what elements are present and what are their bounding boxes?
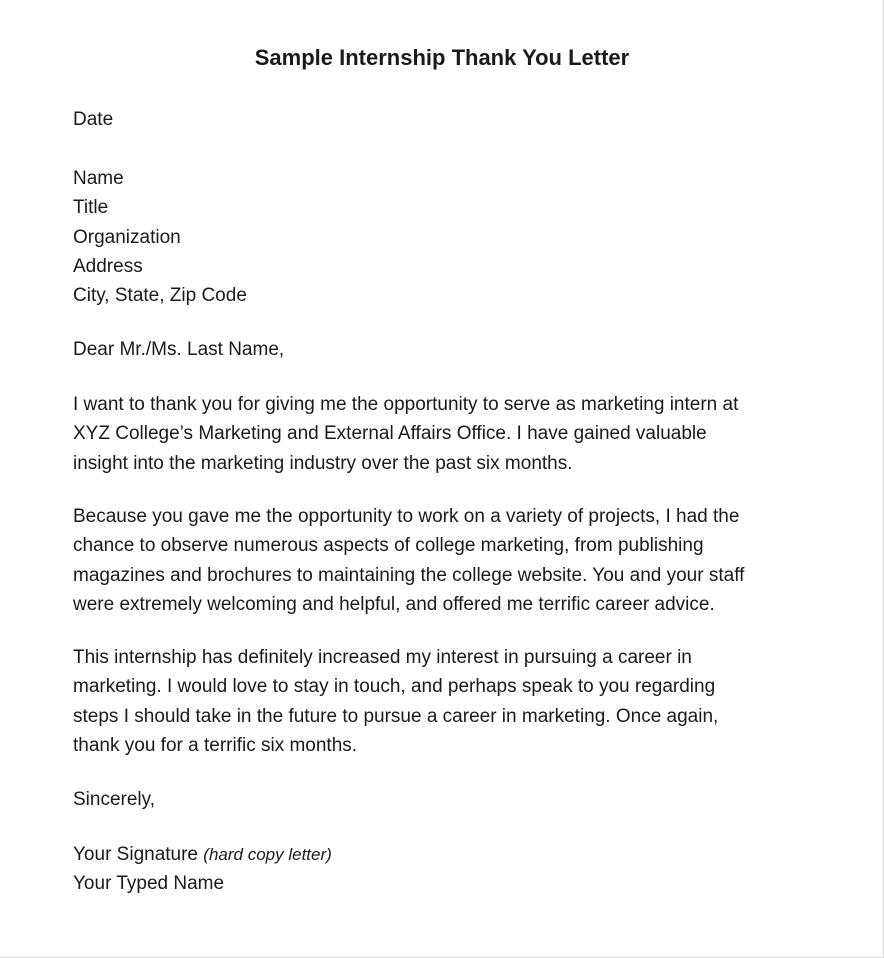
paragraph-line: steps I should take in the future to pursue a career in marketing. Once again, [73, 705, 719, 727]
recipient-organization: Organization [73, 226, 181, 248]
recipient-title: Title [73, 197, 109, 219]
recipient-city-state-zip: City, State, Zip Code [73, 285, 247, 307]
paragraph-line: marketing. I would love to stay in touch, and perhaps speak to you regarding [73, 676, 716, 698]
signature-block [73, 840, 833, 899]
signature-label: Your Signature [73, 844, 199, 865]
paragraph-line: Because you gave me the opportunity to work on a variety of projects, I had the [73, 506, 740, 527]
paragraph-line: were extremely welcoming and helpful, and offered me terrific career advice. [73, 593, 715, 615]
paragraph-line: I want to thank you for giving me the opportunity to serve as marketing intern at [73, 394, 739, 415]
recipient-address-block [73, 164, 833, 310]
signature-note: (hard copy letter) [203, 845, 332, 864]
document-title: Sample Internship Thank You Letter [254, 45, 630, 70]
body-paragraph-2 [73, 502, 833, 619]
signature-line [73, 840, 833, 869]
paragraph-line: This internship has definitely increased my interest in pursuing a career in [73, 647, 692, 668]
recipient-address: Address [73, 255, 143, 277]
typed-name: Your Typed Name [73, 873, 225, 895]
paragraph-line: thank you for a terrific six months. [73, 734, 358, 756]
paragraph-line: insight into the marketing industry over the past six months. [73, 452, 573, 474]
salutation: Dear Mr./Ms. Last Name, [73, 339, 285, 360]
paragraph-line: magazines and brochures to maintaining the college website. You and your staff [73, 564, 745, 586]
body-paragraph-1 [73, 390, 833, 478]
body-paragraph-3 [73, 643, 833, 760]
closing: Sincerely, [73, 789, 156, 810]
recipient-name: Name [73, 168, 124, 189]
date-line: Date [73, 109, 114, 130]
paragraph-line: chance to observe numerous aspects of college marketing, from publishing [73, 535, 704, 557]
paragraph-line: XYZ College’s Marketing and External Affairs Office. I have gained valuable [73, 423, 707, 445]
